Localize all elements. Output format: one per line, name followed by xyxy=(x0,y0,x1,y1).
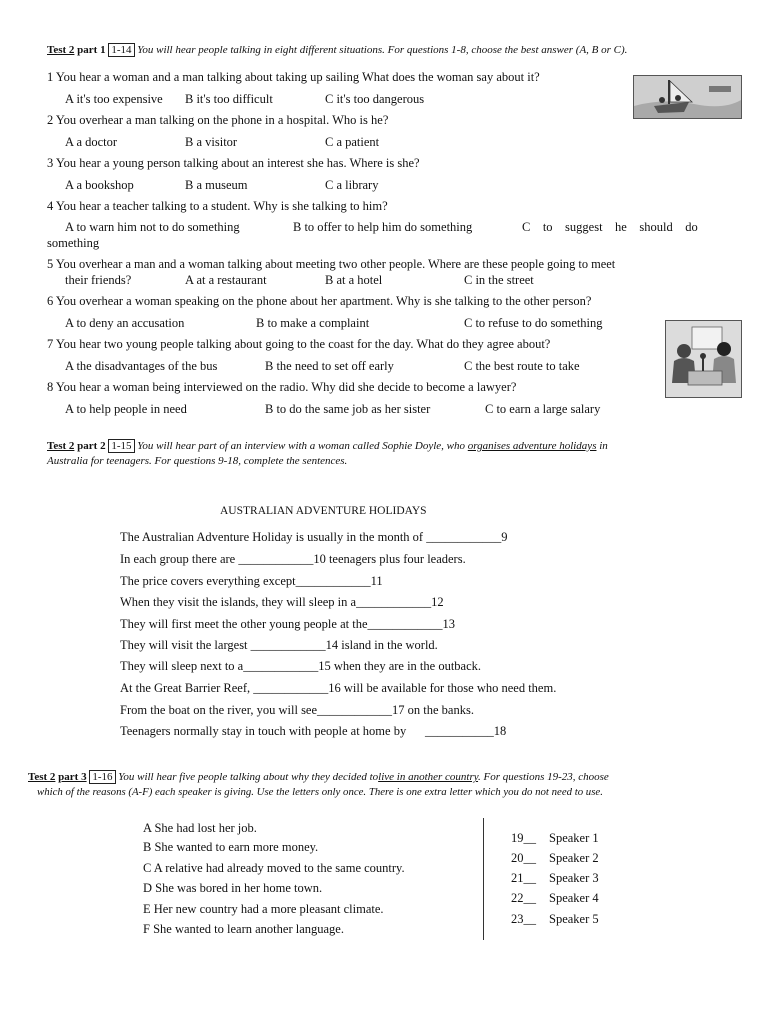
speaker-3-label: Speaker 3 xyxy=(549,871,599,885)
speaker-1-number: 19__ xyxy=(511,831,536,845)
part2-instructions-line2: Australia for teenagers. For questions 9-18, complete the sentences. xyxy=(47,455,348,467)
q5-option-a: A at a restaurant xyxy=(185,273,267,287)
speaker-5-label: Speaker 5 xyxy=(549,912,599,926)
q2-option-b: B a visitor xyxy=(185,135,238,149)
part3-instructions-underlined: live in another country xyxy=(378,771,479,783)
sentence-9: The Australian Adventure Holiday is usually in the month of ____________9 xyxy=(120,530,508,544)
speaker-2-number: 20__ xyxy=(511,851,536,865)
sentence-14: They will visit the largest ____________14 island in the world. xyxy=(120,638,438,652)
sentence-17: From the boat on the river, you will see____________17 on the banks. xyxy=(120,703,474,717)
q7-option-c: C the best route to take xyxy=(464,359,580,373)
q4-option-a: A to warn him not to do something xyxy=(65,220,240,234)
speaker-2-label: Speaker 2 xyxy=(549,851,599,865)
speaker-4-number: 22__ xyxy=(511,891,536,905)
q2-option-a: A a doctor xyxy=(65,135,118,149)
sentence-18: Teenagers normally stay in touch with people at home by ___________18 xyxy=(120,724,507,738)
q3-option-a: A a bookshop xyxy=(65,178,134,192)
speaker-5-number: 23__ xyxy=(511,912,536,926)
question-1: 1 You hear a woman and a man talking about taking up sailing What does the woman say about it? xyxy=(47,70,540,84)
question-3: 3 You hear a young person talking about an interest she has. Where is she? xyxy=(47,156,420,170)
question-5: 5 You overhear a man and a woman talking about meeting two other people. Where are these people going to meet xyxy=(47,257,616,271)
speaker-1-label: Speaker 1 xyxy=(549,831,599,845)
part2-instructions-a: You will hear part of an interview with a woman called Sophie Doyle, who xyxy=(137,440,465,452)
sentence-12: When they visit the islands, they will sleep in a____________12 xyxy=(120,595,444,609)
question-8: 8 You hear a woman being interviewed on the radio. Why did she decide to become a lawyer? xyxy=(47,380,517,394)
q4-option-b: B to offer to help him do something xyxy=(293,220,473,234)
part3-header xyxy=(28,771,609,783)
speaker-4-label: Speaker 4 xyxy=(549,891,599,905)
sailing-icon xyxy=(634,76,741,118)
sailing-illustration xyxy=(633,75,742,119)
part3-test-label: Test 2 xyxy=(28,771,56,783)
q6-option-a: A to deny an accusation xyxy=(65,316,185,330)
part2-test-label: Test 2 xyxy=(47,440,75,452)
part3-instructions-a: You will hear five people talking about why they decided to xyxy=(118,771,379,783)
q2-option-c: C a patient xyxy=(325,135,380,149)
question-2: 2 You overhear a man talking on the phone in a hospital. Who is he? xyxy=(47,113,389,127)
speaker-3-number: 21__ xyxy=(511,871,536,885)
question-7: 7 You hear two young people talking about going to the coast for the day. What do they agree about? xyxy=(47,337,551,351)
q8-option-a: A to help people in need xyxy=(65,402,187,416)
part1-test-label: Test 2 xyxy=(47,44,75,56)
part3-part-label: part 3 xyxy=(58,771,87,783)
part3-track: 1-16 xyxy=(89,770,115,784)
q3-option-b: B a museum xyxy=(185,178,248,192)
q3-option-c: C a library xyxy=(325,178,379,192)
interview-icon xyxy=(666,321,741,397)
sentence-16: At the Great Barrier Reef, ____________16 will be available for those who need them. xyxy=(120,681,557,695)
reason-b: B She wanted to earn more money. xyxy=(143,840,319,854)
q5-option-b: B at a hotel xyxy=(325,273,383,287)
question-4: 4 You hear a teacher talking to a student. Why is she talking to him? xyxy=(47,199,388,213)
q4-option-c: C to suggest he should do xyxy=(522,220,698,234)
part1-part-label: part 1 xyxy=(77,44,106,56)
q1-option-a: A it's too expensive xyxy=(65,92,163,106)
q5-continuation: their friends? xyxy=(65,273,132,287)
sentence-13: They will first meet the other young people at the____________13 xyxy=(120,617,455,631)
reason-f: F She wanted to learn another language. xyxy=(143,922,344,936)
reason-e: E Her new country had a more pleasant climate. xyxy=(143,902,384,916)
sentence-11: The price covers everything except____________11 xyxy=(120,574,383,588)
q1-option-c: C it's too dangerous xyxy=(325,92,425,106)
part3-instructions-b: . For questions 19-23, choose xyxy=(478,771,609,783)
sentence-10: In each group there are ____________10 teenagers plus four leaders. xyxy=(120,552,466,566)
part3-instructions-line2: which of the reasons (A-F) each speaker is giving. Use the letters only once. There is one extra letter which you do not need to use. xyxy=(37,786,603,798)
q7-option-a: A the disadvantages of the bus xyxy=(65,359,218,373)
q8-option-b: B to do the same job as her sister xyxy=(265,402,431,416)
question-6: 6 You overhear a woman speaking on the phone about her apartment. Why is she talking to the other person? xyxy=(47,294,592,308)
reason-a: A She had lost her job. xyxy=(143,821,257,835)
q7-option-b: B the need to set off early xyxy=(265,359,394,373)
part2-header xyxy=(47,440,608,452)
part1-track: 1-14 xyxy=(108,43,134,57)
q8-option-c: C to earn a large salary xyxy=(485,402,601,416)
q5-option-c: C in the street xyxy=(464,273,534,287)
q6-option-b: B to make a complaint xyxy=(256,316,370,330)
reason-d: D She was bored in her home town. xyxy=(143,881,323,895)
q4-continuation: something xyxy=(47,236,100,250)
part2-title: AUSTRALIAN ADVENTURE HOLIDAYS xyxy=(220,505,427,517)
part1-header xyxy=(47,44,627,56)
column-divider xyxy=(483,818,484,940)
q1-option-b: B it's too difficult xyxy=(185,92,273,106)
sentence-15: They will sleep next to a____________15 when they are in the outback. xyxy=(120,659,482,673)
part2-track: 1-15 xyxy=(108,439,134,453)
q6-option-c: C to refuse to do something xyxy=(464,316,603,330)
radio-interview-illustration xyxy=(665,320,742,398)
reason-c: C A relative had already moved to the same country. xyxy=(143,861,405,875)
part1-instructions: You will hear people talking in eight different situations. For questions 1-8, choose the best answer (A, B or C). xyxy=(137,44,628,56)
part2-part-label: part 2 xyxy=(77,440,106,452)
part2-instructions-underlined: organises adventure holidays xyxy=(467,440,597,452)
part2-instructions-b: in xyxy=(599,440,608,452)
